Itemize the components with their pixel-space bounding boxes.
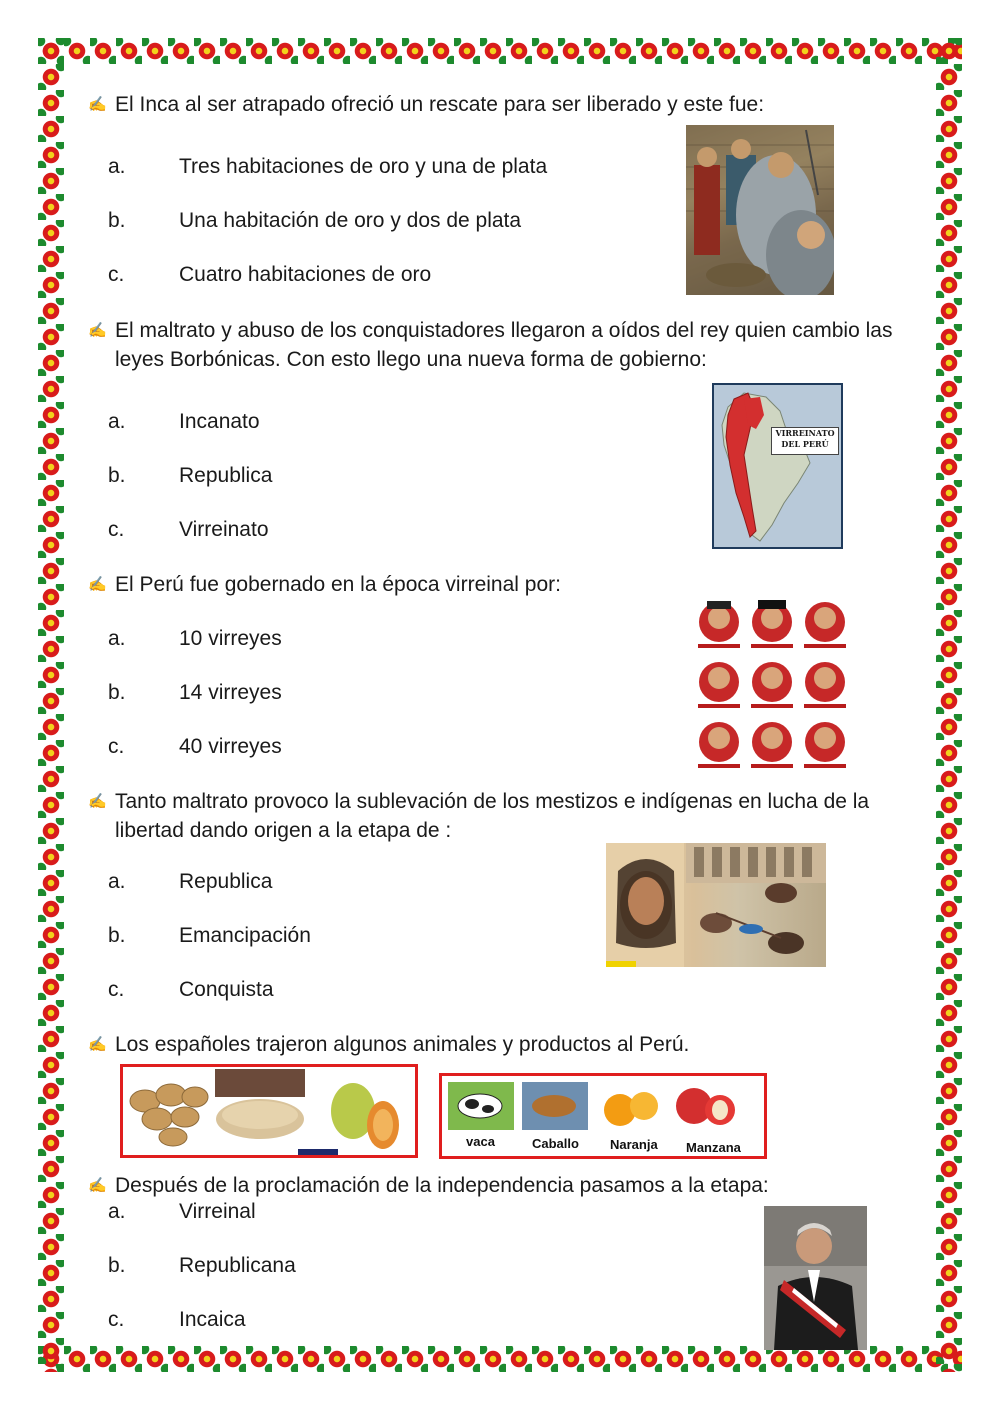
option-3b: b. 14 virreyes: [108, 681, 282, 704]
map-label: VIRREINATO DEL PERÚ: [771, 427, 839, 455]
option-4c: c. Conquista: [108, 978, 274, 1001]
question-text: El maltrato y abuso de los conquistadores llegaron a oídos del rey quien cambio las leyes Borbónicas. Con esto llego una nueva forma de gobierno:: [115, 319, 893, 371]
question-5: [88, 1030, 933, 1059]
question-6: [88, 1171, 933, 1200]
option-3c: c. 40 virreyes: [108, 735, 282, 758]
decorative-border-top: [38, 38, 962, 64]
pencil-icon: ✍: [88, 1177, 107, 1194]
question-text: Los españoles trajeron algunos animales y productos al Perú.: [115, 1033, 690, 1056]
animal-label: Caballo: [532, 1136, 579, 1151]
option-4b: b. Emancipación: [108, 924, 311, 947]
animal-label: vaca: [466, 1134, 495, 1149]
pencil-icon: ✍: [88, 96, 107, 113]
animals-fruits-image: [439, 1073, 767, 1159]
decorative-border-left: [38, 38, 64, 1372]
option-1a: a. Tres habitaciones de oro y una de plata: [108, 155, 548, 178]
fruit-label: Naranja: [610, 1137, 658, 1152]
pencil-icon: ✍: [88, 576, 107, 593]
option-2a: a. Incanato: [108, 410, 260, 433]
question-text: El Inca al ser atrapado ofreció un rescate para ser liberado y este fue:: [115, 93, 765, 116]
question-2: [88, 316, 933, 374]
option-6c: c. Incaica: [108, 1308, 246, 1331]
option-1b: b. Una habitación de oro y dos de plata: [108, 209, 522, 232]
option-1c: c. Cuatro habitaciones de oro: [108, 263, 432, 286]
option-2b: b. Republica: [108, 464, 273, 487]
question-text: Después de la proclamación de la independencia pasamos a la etapa:: [115, 1174, 769, 1197]
pencil-icon: ✍: [88, 1036, 107, 1053]
option-4a: a. Republica: [108, 870, 273, 893]
inca-capture-image: [686, 125, 834, 295]
decorative-border-right: [936, 38, 962, 1372]
question-text: El Perú fue gobernado en la época virreinal por:: [115, 573, 561, 596]
option-2c: c. Virreinato: [108, 518, 269, 541]
fruit-label: Manzana: [686, 1140, 741, 1155]
rebellion-image: [606, 843, 826, 967]
option-6b: b. Republicana: [108, 1254, 296, 1277]
option-3a: a. 10 virreyes: [108, 627, 282, 650]
virreinato-map-image: [712, 383, 843, 549]
question-4: [88, 787, 933, 845]
viceroys-portraits-image: [692, 592, 852, 774]
option-6a: a. Virreinal: [108, 1200, 256, 1223]
pencil-icon: ✍: [88, 793, 107, 810]
president-image: [764, 1206, 867, 1350]
pencil-icon: ✍: [88, 322, 107, 339]
products-image: [120, 1064, 418, 1158]
question-1: [88, 90, 933, 119]
question-text: Tanto maltrato provoco la sublevación de los mestizos e indígenas en lucha de la libertad dando origen a la etapa de :: [115, 790, 870, 842]
